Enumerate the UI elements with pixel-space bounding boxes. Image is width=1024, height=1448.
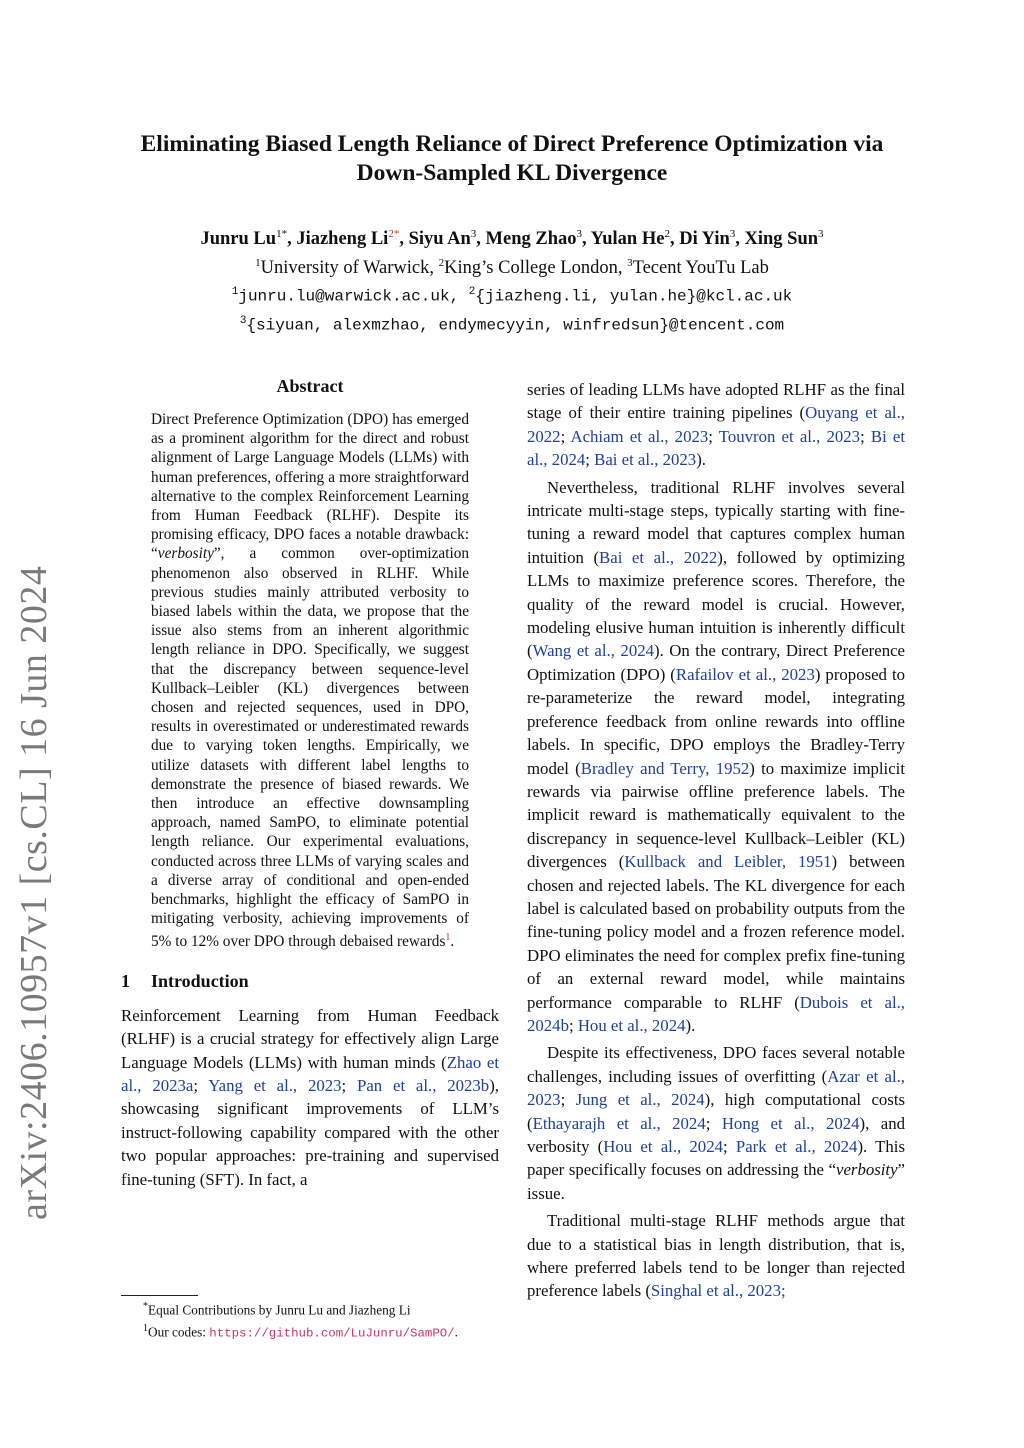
email-sup: 1 xyxy=(231,286,239,299)
section-heading-introduction xyxy=(121,971,499,992)
footnote-text: Equal Contributions by Junru Lu and Jiazheng Li xyxy=(148,1302,411,1318)
rc-verbosity: verbosity xyxy=(836,1160,898,1180)
author-name: Di Yin xyxy=(679,229,730,250)
footnote-mark: 1 xyxy=(143,1323,148,1335)
email-sup: 3 xyxy=(239,314,247,327)
author-list xyxy=(100,222,924,251)
author-sep: , xyxy=(582,229,591,250)
citation-link[interactable]: Hou et al., 2024 xyxy=(603,1137,723,1156)
affil-kcl: King’s College London, xyxy=(444,258,628,279)
citation-link[interactable]: Hou et al., 2024 xyxy=(577,1015,686,1035)
citation-link[interactable]: Bai et al., 2023 xyxy=(594,450,697,470)
author-sup: 3 xyxy=(576,228,583,240)
abstract-verbosity: verbosity xyxy=(157,545,214,563)
author-name: Jiazheng Li xyxy=(296,229,389,250)
rc-sep: ; xyxy=(568,1015,578,1035)
left-column xyxy=(121,376,499,1191)
citation-link[interactable]: Jung et al., 2024 xyxy=(575,1090,705,1110)
right-column xyxy=(527,378,905,1303)
author-sep: , xyxy=(669,229,680,250)
footnote-code xyxy=(121,1319,499,1343)
rc-text: ), high computational costs ( xyxy=(527,1090,906,1133)
affil-sup: 2 xyxy=(438,257,445,270)
citation-link[interactable]: Bi et al., 2024 xyxy=(527,426,906,470)
rc-text: ), followed by optimizing LLMs to maximize preference scores. Therefore, the quality of the reward model is crucial. However, modeling elusive human intuition is inherently difficult ( xyxy=(527,547,905,661)
author-name: Junru Lu xyxy=(200,229,277,250)
rc-text: ; xyxy=(780,1281,786,1301)
email-kcl[interactable]: {jiazheng.li, yulan.he}@kcl.ac.uk xyxy=(475,287,793,306)
rc-text: ) to maximize implicit rewards via pairwise offline preference labels. The implicit reward is mathematically equivalent to the discrepancy in sequence-level Kullback–Leibler (KL) divergences ( xyxy=(527,758,905,872)
author-sup: 3 xyxy=(470,228,477,240)
footnote-end: . xyxy=(454,1324,458,1340)
citation-link[interactable]: Zhao et al., 2023a xyxy=(121,1052,499,1095)
rc-text: ” issue. xyxy=(527,1160,905,1203)
rc-sep: ; xyxy=(585,450,595,470)
title-line-2: Down-Sampled KL Divergence xyxy=(356,160,668,186)
affil-sup: 1 xyxy=(255,257,261,270)
rc-paragraph-3 xyxy=(527,1209,905,1303)
affil-tencent: Tecent YouTu Lab xyxy=(632,258,769,279)
abstract-heading: Abstract xyxy=(276,376,344,396)
rc-sep: ; xyxy=(722,1137,736,1156)
rc-paragraph-0 xyxy=(527,378,905,472)
author-block xyxy=(100,222,924,337)
author-name: Meng Zhao xyxy=(485,229,577,250)
footnote-equal xyxy=(121,1297,499,1319)
citation-link[interactable]: Bai et al., 2022 xyxy=(599,547,718,567)
citation-link[interactable]: Dubois et al., 2024b xyxy=(527,992,905,1035)
citation-link[interactable]: Pan et al., 2023b xyxy=(357,1076,490,1095)
title-line-1: Eliminating Biased Length Reliance of Direct Preference Optimization via xyxy=(140,131,884,157)
rc-text: ) proposed to re-parameterize the reward model, integrating preference feedback from online rewards into offline labels. In specific, DPO employs the Bradley-Terry model ( xyxy=(527,664,905,778)
author-sup: 3 xyxy=(818,228,824,240)
email-line-2 xyxy=(100,309,924,337)
paper-title xyxy=(100,130,924,188)
section-number: 1 xyxy=(121,970,130,991)
abstract-end: . xyxy=(450,933,455,951)
rc-sep: ; xyxy=(560,1090,576,1110)
rc-sep: ; xyxy=(860,426,871,446)
email-tencent[interactable]: {siyuan, alexmzhao, endymecyyin, winfredsun}@tencent.com xyxy=(246,315,785,334)
author-name: Xing Sun xyxy=(744,229,819,250)
citation-link[interactable]: Ouyang et al., 2022 xyxy=(527,403,905,446)
intro-text: ; xyxy=(341,1076,357,1095)
author-sup: 2 xyxy=(664,228,670,240)
citation-link[interactable]: Ethayarajh et al., 2024 xyxy=(532,1113,706,1133)
code-url-link[interactable]: https://github.com/LuJunru/SamPO/ xyxy=(209,1326,455,1341)
rc-text: ). This paper specifically focuses on addressing the “ xyxy=(527,1137,905,1180)
citation-link[interactable]: Yang et al., 2023 xyxy=(208,1076,342,1095)
footnotes xyxy=(121,1297,499,1344)
rc-sep: ; xyxy=(560,426,571,446)
intro-text: ; xyxy=(193,1076,209,1095)
rc-paragraph-1 xyxy=(527,476,905,1038)
section-title: Introduction xyxy=(151,970,249,991)
rc-text: ). On the contrary, Direct Preference Optimization (DPO) ( xyxy=(527,641,905,684)
author-sup: 1* xyxy=(276,228,288,240)
rc-text: Traditional multi-stage RLHF methods argue that due to a statistical bias in length distribution, that is, where preferred labels tend to be longer than rejected preference labels ( xyxy=(527,1211,905,1301)
intro-text: Reinforcement Learning from Human Feedback (RLHF) is a crucial strategy for effectively align Large Language Models (LLMs) with human minds ( xyxy=(121,1005,499,1072)
citation-link[interactable]: Wang et al., 2024 xyxy=(532,641,654,661)
rc-text: ), and verbosity ( xyxy=(527,1113,905,1156)
citation-link[interactable]: Achiam et al., 2023 xyxy=(570,426,709,446)
author-sup: 3 xyxy=(729,228,736,240)
citation-link[interactable]: Park et al., 2024 xyxy=(735,1137,858,1156)
citation-link[interactable]: Singhal et al., 2023 xyxy=(650,1281,781,1301)
author-name: Siyu An xyxy=(408,229,471,250)
rc-text: ). xyxy=(696,450,706,470)
rc-text: ). xyxy=(685,1015,696,1035)
footnote-rule xyxy=(121,1295,198,1296)
citation-link[interactable]: Kullback and Leibler, 1951 xyxy=(624,852,832,872)
affil-warwick: University of Warwick, xyxy=(260,258,439,279)
footnote-marker[interactable]: 1 xyxy=(445,932,451,944)
citation-link[interactable]: Rafailov et al., 2023 xyxy=(675,664,815,684)
author-sup: 2* xyxy=(388,228,400,240)
author-name: Yulan He xyxy=(590,229,665,250)
abstract-body xyxy=(151,410,469,952)
affil-sup: 3 xyxy=(627,257,633,270)
intro-text: ), showcasing significant improvements of LLM’s instruct-following capability compared with the other two popular approaches: pre-training and supervised fine-tuning (SFT). In fact, a xyxy=(121,1076,499,1189)
rc-text: Nevertheless, traditional RLHF involves several intricate multi-stage steps, typically starting with fine-tuning a reward model that captures complex human intuition ( xyxy=(527,477,905,567)
citation-link[interactable]: Touvron et al., 2023 xyxy=(718,426,861,446)
author-sep: , xyxy=(476,229,486,250)
rc-text: Despite its effectiveness, DPO faces several notable challenges, including issues of overfitting ( xyxy=(527,1043,905,1086)
footnote-mark: * xyxy=(143,1301,148,1312)
rc-sep: ; xyxy=(705,1113,722,1133)
abstract-text: ”, a common over-optimization phenomenon also observed in RLHF. While previous studies mainly attributed verbosity to biased labels within the data, we propose that the issue also stems from an inherent algorithmic length reliance in DPO. Specifically, we suggest that the discrepancy between sequence-level Kullback–Leibler (KL) divergences between chosen and rejected sequences, used in DPO, results in overestimated or underestimated rewards due to varying token lengths. Empirically, we utilize datasets with different label lengths to demonstrate the presence of biased rewards. We then introduce an effective downsampling approach, named SamPO, to eliminate potential length reliance. Our experimental evaluations, conducted across three LLMs of varying scales and a diverse array of conditional and open-ended benchmarks, highlight the efficacy of SamPO in mitigating verbosity, achieving improvements of 5% to 12% over DPO through debaised rewards xyxy=(151,545,469,951)
rc-text: ) between chosen and rejected labels. The KL divergence for each label is calculated based on probability outputs from the fine-tuning policy model and a frozen reference model. DPO eliminates the need for complex prefix fine-tuning of an external reward model, while maintains performance comparable to RLHF ( xyxy=(527,852,905,1012)
citation-link[interactable]: Hong et al., 2024 xyxy=(721,1113,860,1133)
footnote-text: Our codes: xyxy=(148,1324,210,1340)
arxiv-stamp: arXiv:2406.10957v1 [cs.CL] 16 Jun 2024 xyxy=(13,565,55,1220)
author-sep: , xyxy=(287,229,297,250)
author-sep: , xyxy=(399,229,409,250)
intro-paragraph xyxy=(121,1004,499,1191)
rc-sep: ; xyxy=(708,426,719,446)
rc-text: series of leading LLMs have adopted RLHF as the final stage of their entire training pipelines ( xyxy=(527,380,905,423)
rc-paragraph-2 xyxy=(527,1041,905,1205)
author-sep: , xyxy=(735,229,745,250)
abstract-text: Direct Preference Optimization (DPO) has emerged as a prominent algorithm for the direct and robust alignment of Large Language Models (LLMs) with human preferences, offering a more straightforward alternative to the complex Reinforcement Learning from Human Feedback (RLHF). Despite its promising efficacy, DPO faces a notable drawback: “ xyxy=(151,411,469,563)
email-warwick[interactable]: junru.lu@warwick.ac.uk, xyxy=(238,287,460,306)
affiliations xyxy=(100,251,924,280)
email-line-1 xyxy=(100,280,924,308)
citation-link[interactable]: Bradley and Terry, 1952 xyxy=(580,758,750,778)
citation-link[interactable]: Azar et al., 2023 xyxy=(527,1066,905,1110)
email-sup: 2 xyxy=(468,286,476,299)
